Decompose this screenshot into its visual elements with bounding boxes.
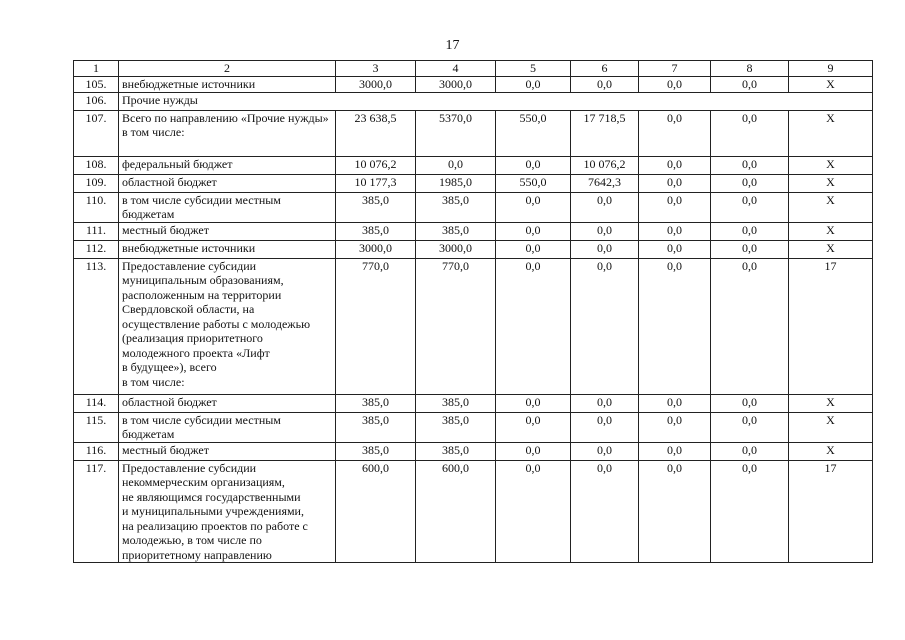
- cell-value: 0,0: [571, 240, 639, 258]
- cell-value: 0,0: [571, 412, 639, 442]
- cell-value: 385,0: [416, 222, 496, 240]
- table-row: [74, 222, 873, 240]
- cell-value: 0,0: [711, 442, 789, 460]
- table-row: [74, 92, 873, 110]
- cell-value: 0,0: [496, 394, 571, 412]
- column-number: 8: [711, 61, 789, 77]
- cell-value: 0,0: [496, 77, 571, 93]
- table-row: [74, 258, 873, 394]
- cell-value: 10 076,2: [336, 156, 416, 174]
- cell-value: 0,0: [711, 222, 789, 240]
- cell-value: Х: [789, 77, 873, 93]
- cell-value: 385,0: [336, 222, 416, 240]
- row-name: в том числе субсидии местным бюджетам: [119, 412, 336, 442]
- table-row: [74, 156, 873, 174]
- cell-value: Х: [789, 192, 873, 222]
- cell-value: 0,0: [639, 174, 711, 192]
- cell-value: Х: [789, 222, 873, 240]
- column-number: 3: [336, 61, 416, 77]
- row-number: 115.: [74, 412, 119, 442]
- cell-value: 385,0: [416, 412, 496, 442]
- row-name: Всего по направлению «Прочие нужды» в том числе:: [119, 110, 336, 156]
- cell-value: 0,0: [571, 394, 639, 412]
- cell-value: 0,0: [639, 412, 711, 442]
- row-name: местный бюджет: [119, 442, 336, 460]
- row-number: 113.: [74, 258, 119, 394]
- cell-value: 0,0: [496, 258, 571, 394]
- cell-value: 17: [789, 460, 873, 563]
- table-row: [74, 110, 873, 156]
- cell-value: 385,0: [416, 192, 496, 222]
- column-number: 4: [416, 61, 496, 77]
- cell-value: 1985,0: [416, 174, 496, 192]
- row-number: 106.: [74, 92, 119, 110]
- cell-value: 0,0: [496, 412, 571, 442]
- cell-value: 385,0: [336, 412, 416, 442]
- row-number: 114.: [74, 394, 119, 412]
- cell-value: 7642,3: [571, 174, 639, 192]
- cell-value: Х: [789, 156, 873, 174]
- cell-value: Х: [789, 412, 873, 442]
- cell-value: 600,0: [336, 460, 416, 563]
- cell-value: 0,0: [496, 460, 571, 563]
- cell-value: 385,0: [336, 442, 416, 460]
- row-name: федеральный бюджет: [119, 156, 336, 174]
- cell-value: 385,0: [336, 192, 416, 222]
- table-row: [74, 77, 873, 93]
- cell-value: 0,0: [571, 77, 639, 93]
- cell-value: 0,0: [571, 192, 639, 222]
- cell-value: 770,0: [336, 258, 416, 394]
- cell-value: 600,0: [416, 460, 496, 563]
- column-number-row: [74, 61, 873, 77]
- cell-value: Х: [789, 174, 873, 192]
- row-name: областной бюджет: [119, 174, 336, 192]
- cell-value: 0,0: [711, 156, 789, 174]
- cell-value: 0,0: [639, 156, 711, 174]
- column-number: 1: [74, 61, 119, 77]
- cell-value: Х: [789, 240, 873, 258]
- cell-value: 3000,0: [416, 240, 496, 258]
- cell-value: 0,0: [711, 174, 789, 192]
- column-number: 2: [119, 61, 336, 77]
- cell-value: 0,0: [639, 192, 711, 222]
- row-number: 112.: [74, 240, 119, 258]
- column-number: 6: [571, 61, 639, 77]
- row-name: внебюджетные источники: [119, 77, 336, 93]
- cell-value: 23 638,5: [336, 110, 416, 156]
- table-row: [74, 174, 873, 192]
- cell-value: 385,0: [336, 394, 416, 412]
- cell-value: 10 177,3: [336, 174, 416, 192]
- table-row: [74, 394, 873, 412]
- column-number: 9: [789, 61, 873, 77]
- cell-value: 0,0: [571, 460, 639, 563]
- cell-value: 385,0: [416, 394, 496, 412]
- cell-value: 550,0: [496, 174, 571, 192]
- column-number: 7: [639, 61, 711, 77]
- cell-value: Х: [789, 442, 873, 460]
- row-name: Предоставление субсидии муниципальным образованиям, расположенным на территории Свердловской области, на осуществление работы с молодежью (реализация приоритетного молодежного проекта «Лифт в будущее»), всего в том числе:: [119, 258, 336, 394]
- cell-value: Х: [789, 394, 873, 412]
- row-number: 105.: [74, 77, 119, 93]
- row-name: Прочие нужды: [119, 92, 873, 110]
- row-number: 109.: [74, 174, 119, 192]
- cell-value: 0,0: [711, 240, 789, 258]
- cell-value: 17 718,5: [571, 110, 639, 156]
- cell-value: 0,0: [711, 192, 789, 222]
- cell-value: 0,0: [639, 77, 711, 93]
- cell-value: 0,0: [639, 460, 711, 563]
- cell-value: 0,0: [639, 110, 711, 156]
- cell-value: 0,0: [639, 442, 711, 460]
- row-name: Предоставление субсидии некоммерческим организациям, не являющимся государственными и муниципальными учреждениями, на реализацию проектов по работе с молодежью, в том числе по приоритетному направлению: [119, 460, 336, 563]
- cell-value: 0,0: [711, 77, 789, 93]
- cell-value: 0,0: [496, 442, 571, 460]
- cell-value: 0,0: [416, 156, 496, 174]
- cell-value: 0,0: [571, 258, 639, 394]
- cell-value: Х: [789, 110, 873, 156]
- row-number: 117.: [74, 460, 119, 563]
- cell-value: 0,0: [496, 240, 571, 258]
- cell-value: 550,0: [496, 110, 571, 156]
- row-name: местный бюджет: [119, 222, 336, 240]
- cell-value: 3000,0: [336, 77, 416, 93]
- cell-value: 0,0: [571, 222, 639, 240]
- cell-value: 0,0: [639, 222, 711, 240]
- cell-value: 17: [789, 258, 873, 394]
- cell-value: 0,0: [639, 394, 711, 412]
- cell-value: 3000,0: [336, 240, 416, 258]
- cell-value: 10 076,2: [571, 156, 639, 174]
- cell-value: 0,0: [639, 240, 711, 258]
- budget-table: [73, 60, 873, 563]
- cell-value: 0,0: [571, 442, 639, 460]
- table-row: [74, 460, 873, 563]
- row-number: 107.: [74, 110, 119, 156]
- cell-value: 0,0: [711, 412, 789, 442]
- cell-value: 0,0: [711, 460, 789, 563]
- row-number: 110.: [74, 192, 119, 222]
- row-name: в том числе субсидии местным бюджетам: [119, 192, 336, 222]
- row-number: 111.: [74, 222, 119, 240]
- cell-value: 0,0: [711, 110, 789, 156]
- cell-value: 5370,0: [416, 110, 496, 156]
- cell-value: 0,0: [496, 156, 571, 174]
- row-number: 116.: [74, 442, 119, 460]
- cell-value: 0,0: [639, 258, 711, 394]
- cell-value: 0,0: [711, 394, 789, 412]
- cell-value: 0,0: [496, 192, 571, 222]
- row-number: 108.: [74, 156, 119, 174]
- row-name: областной бюджет: [119, 394, 336, 412]
- table-row: [74, 192, 873, 222]
- cell-value: 385,0: [416, 442, 496, 460]
- table-row: [74, 240, 873, 258]
- table-row: [74, 442, 873, 460]
- table-row: [74, 412, 873, 442]
- cell-value: 0,0: [711, 258, 789, 394]
- row-name: внебюджетные источники: [119, 240, 336, 258]
- cell-value: 0,0: [496, 222, 571, 240]
- page-number: 17: [445, 38, 460, 53]
- column-number: 5: [496, 61, 571, 77]
- cell-value: 770,0: [416, 258, 496, 394]
- cell-value: 3000,0: [416, 77, 496, 93]
